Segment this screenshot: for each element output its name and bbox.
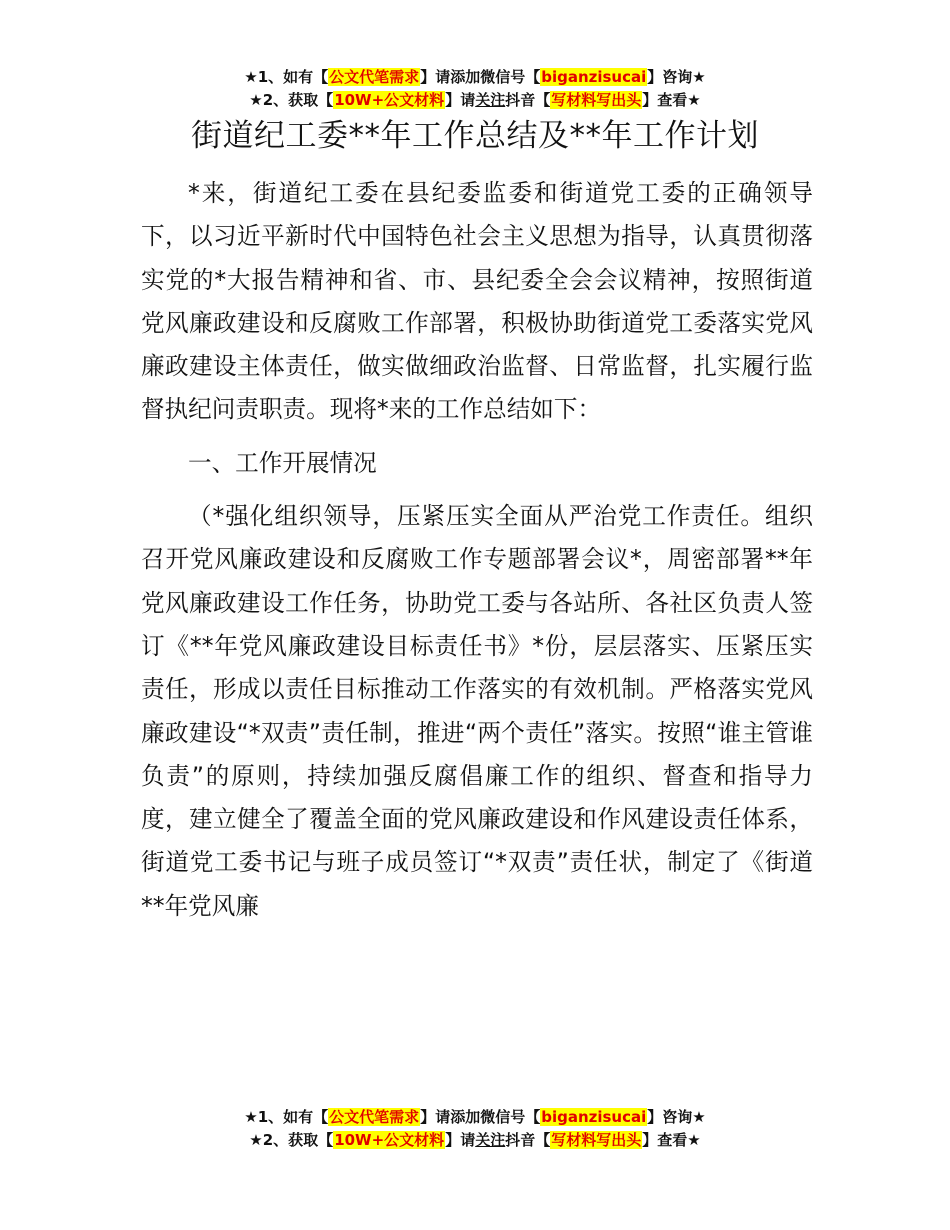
banner-text: 】请添加微信号【 — [420, 1108, 541, 1126]
banner-text: ★2、获取【 — [249, 91, 334, 109]
banner-line-2 — [0, 1129, 950, 1152]
highlight-materials: 10W+公文材料 — [334, 1131, 445, 1149]
banner-text: 】请 — [445, 91, 476, 109]
banner-line-1 — [0, 66, 950, 89]
paragraph-intro: *来，街道纪工委在县纪委监委和街道党工委的正确领导下，以习近平新时代中国特色社会主义思想为指导，认真贯彻落实党的*大报告精神和省、市、县纪委全会会议精神，按照街道党风廉政建设和反腐败工作部署，积极协助街道党工委落实党风廉政建设主体责任，做实做细政治监督、日常监督，扎实履行监督执纪问责职责。现将*来的工作总结如下： — [141, 179, 813, 424]
banner-follow-text: 关注 — [475, 1131, 506, 1149]
banner-text: 】咨询★ — [647, 68, 706, 86]
highlight-service: 公文代笔需求 — [329, 1108, 420, 1126]
banner-text: 】请 — [445, 1131, 476, 1149]
highlight-douyin: 写材料写出头 — [551, 91, 642, 109]
highlight-materials: 10W+公文材料 — [334, 91, 445, 109]
banner-line-1 — [0, 1106, 950, 1129]
paragraph-section-1: （*强化组织领导，压紧压实全面从严治党工作责任。组织召开党风廉政建设和反腐败工作专题部署会议*，周密部署**年党风廉政建设工作任务，协助党工委与各站所、各社区负责人签订《**年党风廉政建设目标责任书》*份，层层落实、压紧压实责任，形成以责任目标推动工作落实的有效机制。严格落实党风廉政建设“*双责”责任制，推进“两个责任”落实。按照“谁主管谁负责”的原则，持续加强反腐倡廉工作的组织、督查和指导力度，建立健全了覆盖全面的党风廉政建设和作风建设责任体系，街道党工委书记与班子成员签订“*双责”责任状，制定了《街道**年党风廉 — [141, 502, 813, 920]
banner-text: ★1、如有【 — [244, 68, 329, 86]
footer-banner — [0, 1106, 950, 1152]
highlight-wechat-id: biganzisucai — [541, 68, 647, 86]
banner-text: ★1、如有【 — [244, 1108, 329, 1126]
header-banner — [0, 66, 950, 112]
banner-text: 抖音【 — [505, 91, 551, 109]
highlight-service: 公文代笔需求 — [329, 68, 420, 86]
highlight-douyin: 写材料写出头 — [551, 1131, 642, 1149]
banner-text: 】查看★ — [642, 1131, 701, 1149]
document-body — [141, 172, 813, 938]
banner-follow-text: 关注 — [475, 91, 506, 109]
banner-text: ★2、获取【 — [249, 1131, 334, 1149]
document-title: 街道纪工委**年工作总结及**年工作计划 — [191, 118, 759, 154]
banner-text: 抖音【 — [505, 1131, 551, 1149]
section-heading: 一、工作开展情况 — [188, 448, 377, 477]
banner-text: 】咨询★ — [647, 1108, 706, 1126]
highlight-wechat-id: biganzisucai — [541, 1108, 647, 1126]
banner-text: 】查看★ — [642, 91, 701, 109]
banner-line-2 — [0, 89, 950, 112]
banner-text: 】请添加微信号【 — [420, 68, 541, 86]
